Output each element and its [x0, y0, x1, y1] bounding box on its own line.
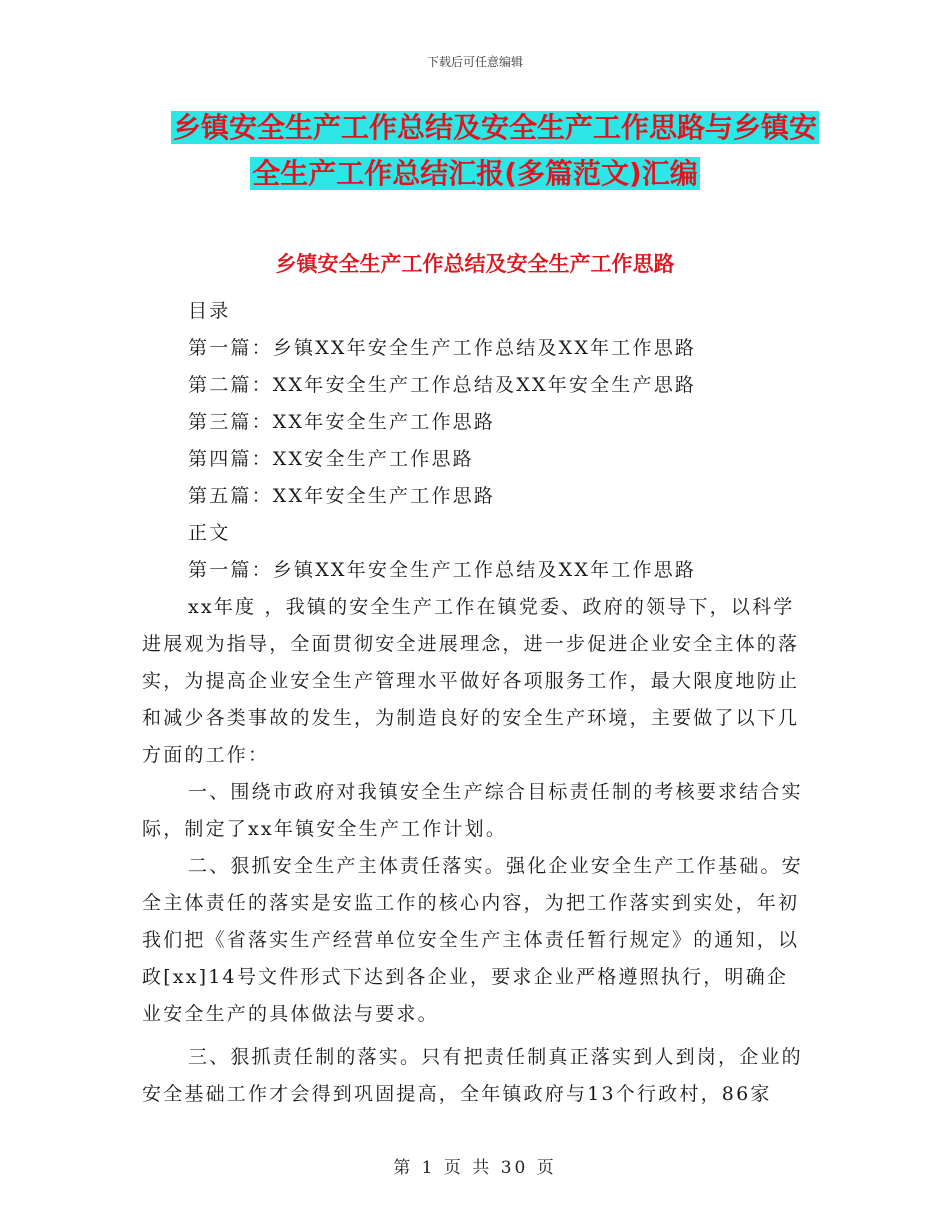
body-text — [142, 589, 806, 1113]
section-subtitle: 乡镇安全生产工作总结及安全生产工作思路 — [275, 252, 675, 276]
toc-item: 第三篇：XX年安全生产工作思路 — [188, 411, 496, 433]
toc-item: 第二篇：XX年安全生产工作总结及XX年安全生产思路 — [188, 374, 697, 396]
toc-heading: 目录 — [188, 300, 231, 322]
toc-item: 第四篇：XX安全生产工作思路 — [188, 448, 474, 470]
paragraph: 三、狠抓责任制的落实。只有把责任制真正落实到人到岗，企业的安全基础工作才会得到巩固提高，全年镇政府与13个行政村，86家 — [142, 1046, 803, 1105]
title-text-2: 全生产工作总结汇报(多篇范文)汇编 — [252, 157, 698, 190]
first-section-heading: 第一篇：乡镇XX年安全生产工作总结及XX年工作思路 — [188, 559, 697, 581]
paragraph: 二、狠抓安全生产主体责任落实。强化企业安全生产工作基础。安全主体责任的落实是安监工作的核心内容，为把工作落实到实处，年初我们把《省落实生产经营单位安全生产主体责任暂行规定》的通知，以政[xx]14号文件形式下达到各企业，要求企业严格遵照执行，明确企业安全生产的具体做法与要求。 — [142, 855, 803, 1025]
document-title-line-2 — [0, 154, 950, 194]
toc-item: 第一篇：乡镇XX年安全生产工作总结及XX年工作思路 — [188, 337, 697, 359]
toc-item: 第五篇：XX年安全生产工作思路 — [188, 485, 496, 507]
page-footer: 第 1 页 共 30 页 — [393, 1158, 557, 1178]
table-of-contents — [188, 293, 696, 589]
header-note: 下载后可任意编辑 — [426, 55, 523, 69]
paragraph: 一、围绕市政府对我镇安全生产综合目标责任制的考核要求结合实际，制定了xx年镇安全生产工作计划。 — [142, 781, 803, 840]
title-text-1: 乡镇安全生产工作总结及安全生产工作思路与乡镇安 — [172, 111, 817, 144]
paragraph: xx年度 ，我镇的安全生产工作在镇党委、政府的领导下，以科学进展观为指导，全面贯彻安全进展理念，进一步促进企业安全主体的落实，为提高企业安全生产管理水平做好各项服务工作，最大限度地防止和减少各类事故的发生，为制造良好的安全生产环境，主要做了以下几方面的工作： — [142, 596, 800, 766]
document-title-line-1 — [0, 108, 950, 148]
body-heading: 正文 — [188, 522, 231, 544]
